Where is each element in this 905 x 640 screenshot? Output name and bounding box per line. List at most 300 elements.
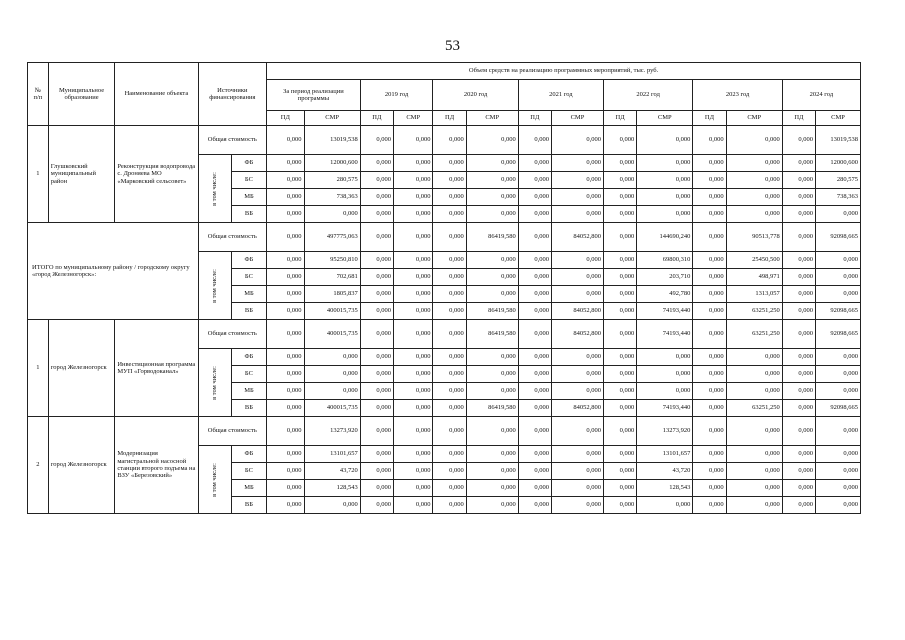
value-cell: 0,000 [360,269,393,286]
value-cell: 86419,580 [466,400,518,417]
value-cell: 0,000 [518,480,551,497]
value-cell: 0,000 [603,223,636,252]
source-code: ВБ [231,206,266,223]
header-smr: СМР [726,111,782,126]
value-cell: 0,000 [360,126,393,155]
value-cell: 0,000 [433,366,466,383]
value-cell: 0,000 [782,417,815,446]
value-cell: 63251,250 [726,303,782,320]
value-cell: 0,000 [637,155,693,172]
value-cell: 0,000 [603,189,636,206]
table-row [28,126,861,155]
value-cell: 0,000 [693,126,726,155]
value-cell: 0,000 [466,383,518,400]
source-code: БС [231,463,266,480]
value-cell: 0,000 [551,480,603,497]
value-cell: 0,000 [603,366,636,383]
value-cell: 0,000 [518,189,551,206]
value-cell: 0,000 [466,480,518,497]
value-cell: 0,000 [433,189,466,206]
value-cell: 0,000 [518,252,551,269]
value-cell: 0,000 [267,446,304,463]
value-cell: 0,000 [816,349,861,366]
value-cell: 0,000 [782,206,815,223]
value-cell: 0,000 [433,463,466,480]
value-cell: 86419,580 [466,223,518,252]
value-cell: 0,000 [816,206,861,223]
value-cell: 0,000 [360,303,393,320]
object-name: Инвестиционная программа МУП «Горводоканал» [115,320,198,417]
header-year-3: 2021 год [518,80,603,111]
value-cell: 0,000 [782,480,815,497]
source-code: ВБ [231,400,266,417]
value-cell: 0,000 [693,223,726,252]
value-cell: 0,000 [360,463,393,480]
header-smr: СМР [304,111,360,126]
value-cell: 0,000 [466,269,518,286]
value-cell: 0,000 [726,206,782,223]
value-cell: 0,000 [782,223,815,252]
value-cell: 0,000 [360,155,393,172]
value-cell: 0,000 [267,400,304,417]
value-cell: 0,000 [518,383,551,400]
value-cell: 84052,800 [551,223,603,252]
value-cell: 0,000 [518,366,551,383]
value-cell: 13273,920 [304,417,360,446]
total-label: ИТОГО по муниципальному району / городскому округу «город Железногорск»: [28,223,199,320]
value-cell: 0,000 [518,223,551,252]
value-cell: 0,000 [693,286,726,303]
value-cell: 0,000 [693,463,726,480]
value-cell: 0,000 [267,383,304,400]
value-cell: 0,000 [551,252,603,269]
value-cell: 0,000 [393,252,433,269]
value-cell: 0,000 [433,400,466,417]
value-cell: 0,000 [693,252,726,269]
value-cell: 0,000 [433,206,466,223]
value-cell: 0,000 [267,172,304,189]
value-cell: 0,000 [603,155,636,172]
value-cell: 0,000 [360,383,393,400]
value-cell: 74193,440 [637,400,693,417]
value-cell: 92098,665 [816,223,861,252]
value-cell: 128,543 [304,480,360,497]
header-pd: ПД [603,111,636,126]
value-cell: 497775,063 [304,223,360,252]
value-cell: 1313,057 [726,286,782,303]
value-cell: 0,000 [267,223,304,252]
value-cell: 0,000 [360,189,393,206]
header-smr: СМР [393,111,433,126]
value-cell: 0,000 [551,366,603,383]
value-cell: 0,000 [518,400,551,417]
value-cell: 738,363 [304,189,360,206]
value-cell: 702,681 [304,269,360,286]
value-cell: 0,000 [782,366,815,383]
value-cell: 0,000 [393,223,433,252]
value-cell: 0,000 [726,366,782,383]
value-cell: 0,000 [433,155,466,172]
value-cell: 0,000 [782,303,815,320]
value-cell: 0,000 [551,155,603,172]
value-cell: 0,000 [782,400,815,417]
value-cell: 0,000 [726,383,782,400]
value-cell: 0,000 [393,320,433,349]
value-cell: 0,000 [782,126,815,155]
value-cell: 0,000 [393,206,433,223]
value-cell: 280,575 [816,172,861,189]
value-cell: 0,000 [360,206,393,223]
value-cell: 13019,538 [304,126,360,155]
total-cost-label: Общая стоимость [198,417,267,446]
value-cell: 0,000 [304,497,360,514]
value-cell: 0,000 [518,206,551,223]
header-smr: СМР [816,111,861,126]
value-cell: 0,000 [267,252,304,269]
value-cell: 0,000 [816,269,861,286]
value-cell: 0,000 [393,172,433,189]
value-cell: 0,000 [603,383,636,400]
source-code: ВБ [231,497,266,514]
value-cell: 0,000 [693,206,726,223]
header-year-2: 2020 год [433,80,518,111]
value-cell: 86419,580 [466,320,518,349]
value-cell: 0,000 [304,366,360,383]
incl-label-cell [198,252,231,320]
value-cell: 0,000 [782,155,815,172]
value-cell: 0,000 [782,446,815,463]
value-cell: 0,000 [693,446,726,463]
value-cell: 0,000 [816,383,861,400]
value-cell: 0,000 [267,366,304,383]
value-cell: 25450,500 [726,252,782,269]
value-cell: 0,000 [603,303,636,320]
value-cell: 0,000 [693,349,726,366]
value-cell: 0,000 [782,349,815,366]
value-cell: 128,543 [637,480,693,497]
value-cell: 0,000 [433,126,466,155]
value-cell: 0,000 [726,189,782,206]
value-cell: 0,000 [304,206,360,223]
incl-label-cell [198,446,231,514]
value-cell: 84052,800 [551,400,603,417]
value-cell: 0,000 [433,417,466,446]
value-cell: 400015,735 [304,400,360,417]
value-cell: 0,000 [603,126,636,155]
value-cell: 0,000 [782,172,815,189]
header-pd: ПД [693,111,726,126]
value-cell: 0,000 [693,320,726,349]
value-cell: 400015,735 [304,303,360,320]
value-cell: 0,000 [518,269,551,286]
value-cell: 0,000 [816,446,861,463]
value-cell: 280,575 [304,172,360,189]
value-cell: 0,000 [726,463,782,480]
value-cell: 0,000 [637,126,693,155]
value-cell: 69800,310 [637,252,693,269]
header-year-4: 2022 год [603,80,692,111]
value-cell: 13101,657 [304,446,360,463]
value-cell: 0,000 [782,320,815,349]
value-cell: 0,000 [693,417,726,446]
program-funding-table [27,62,861,514]
source-code: МБ [231,286,266,303]
value-cell: 0,000 [816,286,861,303]
value-cell: 0,000 [433,252,466,269]
header-municipality: Муниципальное образование [48,63,115,126]
value-cell: 0,000 [726,446,782,463]
incl-label: в том числе: [210,268,218,303]
value-cell: 0,000 [726,417,782,446]
value-cell: 0,000 [304,383,360,400]
header-period: За период реализации программы [267,80,361,111]
value-cell: 0,000 [267,286,304,303]
header-smr: СМР [637,111,693,126]
value-cell: 0,000 [693,366,726,383]
value-cell: 95250,810 [304,252,360,269]
value-cell: 0,000 [466,349,518,366]
value-cell: 0,000 [551,189,603,206]
value-cell: 13273,920 [637,417,693,446]
value-cell: 0,000 [393,366,433,383]
table-row [28,320,861,349]
value-cell: 0,000 [360,417,393,446]
value-cell: 0,000 [603,417,636,446]
table-header [28,63,861,126]
source-code: ФБ [231,446,266,463]
value-cell: 0,000 [518,303,551,320]
value-cell: 0,000 [393,463,433,480]
object-name: Модернизация магистральной насосной станции второго подъема на ВЗУ «Березовский» [115,417,198,514]
value-cell: 0,000 [360,366,393,383]
value-cell: 0,000 [782,286,815,303]
value-cell: 0,000 [393,480,433,497]
value-cell: 0,000 [360,286,393,303]
total-cost-label: Общая стоимость [198,223,267,252]
table-row [28,223,861,252]
value-cell: 0,000 [816,480,861,497]
value-cell: 12000,600 [304,155,360,172]
value-cell: 0,000 [603,320,636,349]
value-cell: 0,000 [518,126,551,155]
value-cell: 0,000 [267,497,304,514]
value-cell: 0,000 [603,400,636,417]
value-cell: 0,000 [782,497,815,514]
value-cell: 0,000 [816,497,861,514]
value-cell: 0,000 [603,349,636,366]
value-cell: 0,000 [433,320,466,349]
row-number: 2 [28,417,49,514]
value-cell: 0,000 [267,349,304,366]
value-cell: 90513,778 [726,223,782,252]
value-cell: 0,000 [267,269,304,286]
value-cell: 92098,665 [816,400,861,417]
value-cell: 0,000 [466,497,518,514]
value-cell: 0,000 [267,417,304,446]
value-cell: 0,000 [726,480,782,497]
value-cell: 0,000 [433,383,466,400]
value-cell: 0,000 [693,480,726,497]
municipality-name: Глушковский муниципальный район [48,126,115,223]
value-cell: 0,000 [466,417,518,446]
table-row [28,417,861,446]
value-cell: 0,000 [466,126,518,155]
total-cost-label: Общая стоимость [198,320,267,349]
value-cell: 0,000 [393,417,433,446]
value-cell: 400015,735 [304,320,360,349]
value-cell: 0,000 [637,349,693,366]
value-cell: 0,000 [518,497,551,514]
value-cell: 0,000 [518,286,551,303]
total-cost-label: Общая стоимость [198,126,267,155]
value-cell: 0,000 [726,126,782,155]
value-cell: 0,000 [637,189,693,206]
value-cell: 0,000 [551,417,603,446]
value-cell: 0,000 [551,126,603,155]
value-cell: 0,000 [466,189,518,206]
value-cell: 0,000 [267,155,304,172]
header-number: № п/п [28,63,49,126]
value-cell: 0,000 [433,223,466,252]
value-cell: 0,000 [466,286,518,303]
value-cell: 1805,837 [304,286,360,303]
value-cell: 0,000 [603,446,636,463]
value-cell: 0,000 [360,400,393,417]
table-body [28,126,861,514]
municipality-name: город Железногорск [48,417,115,514]
value-cell: 0,000 [551,269,603,286]
value-cell: 0,000 [267,189,304,206]
value-cell: 0,000 [603,497,636,514]
value-cell: 13019,538 [816,126,861,155]
value-cell: 0,000 [726,155,782,172]
value-cell: 74193,440 [637,320,693,349]
value-cell: 0,000 [637,383,693,400]
value-cell: 0,000 [466,252,518,269]
value-cell: 0,000 [726,172,782,189]
value-cell: 0,000 [360,446,393,463]
value-cell: 0,000 [433,349,466,366]
page-number: 53 [445,38,460,54]
value-cell: 0,000 [393,155,433,172]
value-cell: 0,000 [393,126,433,155]
value-cell: 84052,800 [551,320,603,349]
value-cell: 0,000 [816,463,861,480]
value-cell: 0,000 [433,446,466,463]
source-code: БС [231,172,266,189]
header-smr: СМР [466,111,518,126]
value-cell: 0,000 [816,366,861,383]
value-cell: 0,000 [693,172,726,189]
value-cell: 0,000 [518,349,551,366]
value-cell: 0,000 [466,172,518,189]
value-cell: 0,000 [637,497,693,514]
value-cell: 0,000 [603,269,636,286]
value-cell: 0,000 [393,303,433,320]
value-cell: 43,720 [637,463,693,480]
value-cell: 0,000 [360,252,393,269]
value-cell: 13101,657 [637,446,693,463]
header-year-1: 2019 год [360,80,433,111]
value-cell: 0,000 [466,463,518,480]
value-cell: 0,000 [267,303,304,320]
value-cell: 0,000 [433,497,466,514]
value-cell: 0,000 [466,366,518,383]
value-cell: 0,000 [393,497,433,514]
source-code: БС [231,366,266,383]
header-year-6: 2024 год [782,80,860,111]
value-cell: 0,000 [360,223,393,252]
value-cell: 84052,800 [551,303,603,320]
value-cell: 0,000 [551,286,603,303]
value-cell: 63251,250 [726,400,782,417]
value-cell: 0,000 [693,497,726,514]
value-cell: 0,000 [603,480,636,497]
value-cell: 0,000 [782,189,815,206]
value-cell: 0,000 [393,269,433,286]
value-cell: 0,000 [637,206,693,223]
incl-label-cell [198,155,231,223]
value-cell: 0,000 [782,463,815,480]
header-smr: СМР [551,111,603,126]
value-cell: 43,720 [304,463,360,480]
value-cell: 0,000 [518,172,551,189]
header-pd: ПД [360,111,393,126]
value-cell: 0,000 [360,349,393,366]
value-cell: 0,000 [782,269,815,286]
value-cell: 203,710 [637,269,693,286]
value-cell: 0,000 [267,320,304,349]
value-cell: 0,000 [693,269,726,286]
value-cell: 0,000 [393,383,433,400]
value-cell: 92098,665 [816,320,861,349]
value-cell: 0,000 [693,400,726,417]
header-pd: ПД [518,111,551,126]
value-cell: 0,000 [693,383,726,400]
incl-label: в том числе: [210,365,218,400]
object-name: Реконструкция водопровода с. Дроняева МО «Марковский сельсовет» [115,126,198,223]
source-code: МБ [231,480,266,497]
value-cell: 0,000 [466,446,518,463]
value-cell: 0,000 [726,497,782,514]
value-cell: 498,971 [726,269,782,286]
incl-label: в том числе: [210,171,218,206]
value-cell: 0,000 [603,172,636,189]
source-code: БС [231,269,266,286]
value-cell: 0,000 [466,206,518,223]
value-cell: 0,000 [518,155,551,172]
value-cell: 0,000 [360,480,393,497]
header-year-5: 2023 год [693,80,782,111]
value-cell: 0,000 [551,446,603,463]
value-cell: 0,000 [603,252,636,269]
value-cell: 0,000 [518,417,551,446]
value-cell: 0,000 [603,286,636,303]
value-cell: 0,000 [518,446,551,463]
value-cell: 0,000 [816,417,861,446]
row-number: 1 [28,126,49,223]
header-sources: Источники финансирования [198,63,267,126]
header-pd: ПД [267,111,304,126]
value-cell: 0,000 [637,366,693,383]
value-cell: 0,000 [518,463,551,480]
value-cell: 0,000 [267,480,304,497]
value-cell: 0,000 [782,383,815,400]
incl-label-cell [198,349,231,417]
value-cell: 0,000 [360,497,393,514]
value-cell: 0,000 [693,155,726,172]
value-cell: 738,363 [816,189,861,206]
